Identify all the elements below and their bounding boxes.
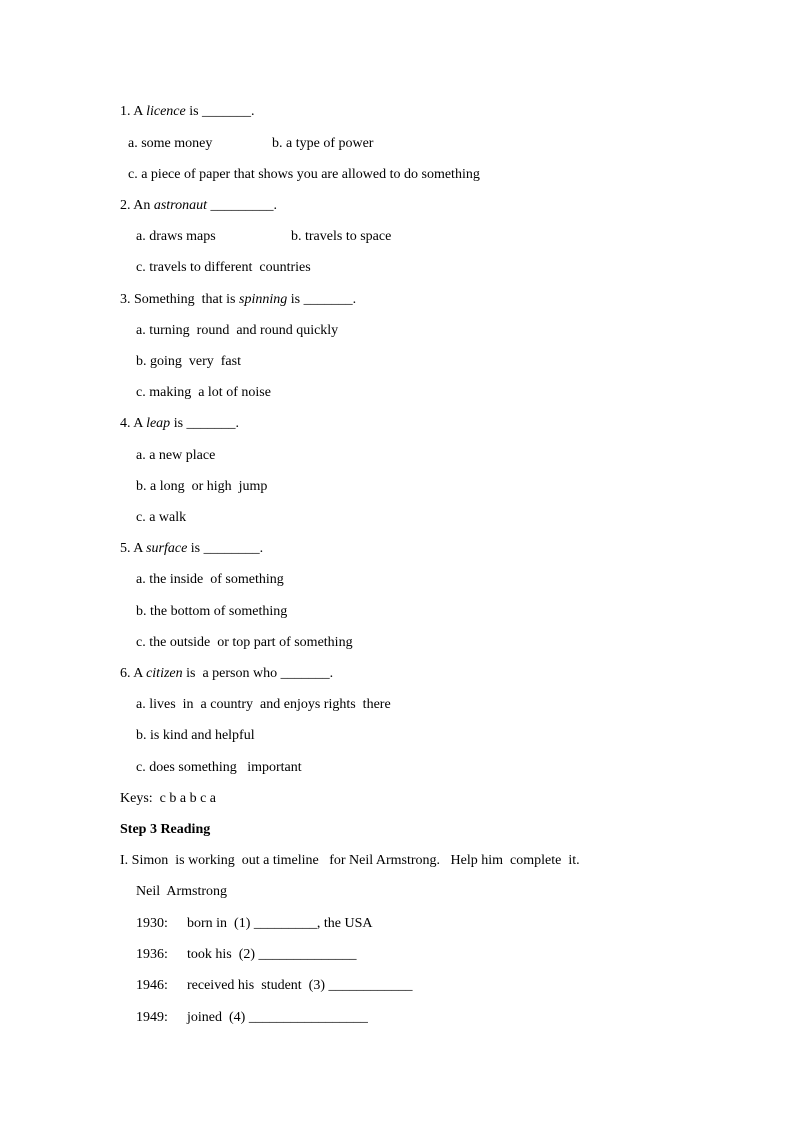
question-1: [120, 103, 255, 121]
question-number: 6. A: [120, 666, 147, 681]
option-a: a. some money: [128, 136, 213, 151]
timeline-row: [136, 915, 373, 933]
question-number: 5. A: [120, 541, 147, 556]
question-stem: is a person who _______.: [182, 666, 334, 681]
timeline-row: [136, 977, 413, 995]
timeline-text: joined (4) _________________: [187, 1010, 368, 1025]
question-5: [120, 540, 263, 558]
option-a: a. draws maps: [136, 229, 216, 244]
instruction-text: I. Simon is working out a timeline for Neil Armstrong. Help him complete it.: [120, 853, 580, 868]
section-heading: Step 3 Reading: [120, 822, 211, 837]
keyword: spinning: [239, 292, 288, 307]
option-b: b. going very fast: [136, 354, 241, 369]
question-6: [120, 665, 333, 683]
timeline-year: 1946:: [136, 978, 168, 993]
option-b: b. a long or high jump: [136, 479, 268, 494]
question-number: 1. A: [120, 104, 147, 119]
option-c: c. a piece of paper that shows you are allowed to do something: [128, 167, 480, 182]
question-3: [120, 291, 356, 309]
timeline-year: 1930:: [136, 916, 168, 931]
question-number: 4. A: [120, 416, 147, 431]
keyword: leap: [146, 416, 171, 431]
question-2: [120, 197, 277, 215]
option-b: b. is kind and helpful: [136, 728, 255, 743]
question-number: 3. Something that is: [120, 292, 239, 307]
question-stem: is _______.: [185, 104, 255, 119]
timeline-text: born in (1) _________, the USA: [187, 916, 373, 931]
timeline-row: [136, 1009, 368, 1027]
answer-keys: Keys: c b a b c a: [120, 791, 217, 806]
question-stem: _________.: [207, 198, 277, 213]
option-a: a. turning round and round quickly: [136, 323, 339, 338]
keyword: astronaut: [153, 198, 207, 213]
timeline-text: took his (2) ______________: [187, 947, 357, 962]
keyword: licence: [146, 104, 186, 119]
question-stem: is _______.: [287, 292, 357, 307]
timeline-row: [136, 946, 357, 964]
option-a: a. the inside of something: [136, 572, 284, 587]
option-a: a. lives in a country and enjoys rights there: [136, 697, 391, 712]
timeline-text: received his student (3) ____________: [187, 978, 413, 993]
timeline-title: Neil Armstrong: [136, 884, 227, 899]
timeline-year: 1936:: [136, 947, 168, 962]
keyword: surface: [146, 541, 188, 556]
option-c: c. travels to different countries: [136, 260, 311, 275]
option-b: b. travels to space: [291, 229, 392, 244]
question-stem: is _______.: [170, 416, 240, 431]
question-4: [120, 415, 239, 433]
option-c: c. does something important: [136, 760, 302, 775]
timeline-year: 1949:: [136, 1010, 168, 1025]
option-a: a. a new place: [136, 448, 216, 463]
option-c: c. a walk: [136, 510, 187, 525]
option-b: b. a type of power: [272, 136, 374, 151]
option-b: b. the bottom of something: [136, 604, 288, 619]
question-number: 2. An: [120, 198, 154, 213]
question-stem: is ________.: [187, 541, 264, 556]
keyword: citizen: [146, 666, 183, 681]
option-c: c. making a lot of noise: [136, 385, 271, 400]
option-c: c. the outside or top part of something: [136, 635, 353, 650]
